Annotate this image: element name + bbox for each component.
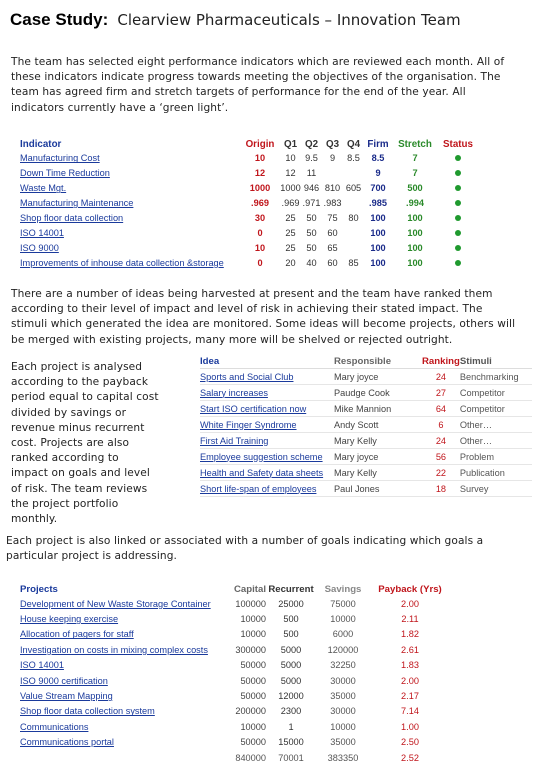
idea-responsible: Paudge Cook [334, 385, 422, 401]
kpi-firm: 100 [370, 257, 386, 268]
kpi-indicator [20, 166, 240, 181]
idea-name [200, 417, 334, 433]
kpi-stretch: 100 [407, 227, 423, 238]
green-light-icon [455, 185, 461, 191]
idea-name-link[interactable]: Sports and Social Club [200, 371, 294, 382]
kpi-row [20, 255, 478, 270]
project-name [20, 611, 224, 626]
project-name-link[interactable]: ISO 14001 [20, 660, 64, 671]
project-payback: 2.50 [401, 737, 419, 748]
goals-paragraph: Each project is also linked or associated with a number of goals indicating which goals a particular project is addressing. [6, 535, 484, 563]
projects-row [20, 596, 450, 611]
kpi-stretch: 100 [407, 242, 423, 253]
project-payback: 1.82 [401, 629, 419, 640]
analysis-paragraph: Each project is analysed according to the payback period equal to capital cost divided by savings or revenue minus recurrent cost. Projects are also ranked according to impact on goals and level of risk. The team reviews the project portfolio monthly. [11, 361, 159, 526]
kpi-q3: 810 [324, 183, 341, 194]
kpi-status [438, 166, 478, 181]
kpi-firm: 9 [375, 168, 381, 179]
project-recurrent: 2300 [280, 706, 302, 717]
project-name [20, 688, 224, 703]
idea-ranking: 6 [422, 417, 460, 433]
idea-name-link[interactable]: Employee suggestion scheme [200, 451, 323, 462]
kpi-stretch: 100 [407, 257, 423, 268]
kpi-q4: 8.5 [347, 153, 360, 164]
projects-header-project: Projects [20, 583, 58, 595]
ideas-header-responsible: Responsible [334, 354, 422, 369]
kpi-origin: 12 [254, 168, 266, 179]
kpi-firm: 700 [370, 183, 386, 194]
kpi-q4: 605 [345, 183, 362, 194]
kpi-q3: .983 [323, 198, 342, 209]
projects-table [20, 582, 450, 765]
project-recurrent: 5000 [280, 644, 302, 655]
total-label [20, 750, 224, 765]
project-payback: 7.14 [401, 706, 419, 717]
kpi-indicator-link[interactable]: Improvements of inhouse data collection &storage [20, 257, 224, 268]
kpi-q2: 946 [303, 183, 320, 194]
project-recurrent: 5000 [280, 660, 302, 671]
kpi-indicator [20, 240, 240, 255]
kpi-table [20, 137, 478, 270]
green-light-icon [455, 155, 461, 161]
ideas-row [200, 385, 532, 401]
project-savings: 75000 [330, 598, 356, 609]
projects-row [20, 658, 450, 673]
kpi-status [438, 151, 478, 166]
kpi-row [20, 166, 478, 181]
idea-stimuli: Publication [460, 465, 532, 481]
idea-name [200, 481, 334, 497]
idea-name [200, 369, 334, 385]
project-savings: 10000 [330, 721, 356, 732]
kpi-q4 [343, 225, 364, 240]
idea-name-link[interactable]: Short life-span of employees [200, 483, 317, 494]
kpi-indicator [20, 225, 240, 240]
ideas-row [200, 481, 532, 497]
kpi-q1: 10 [285, 153, 296, 164]
page-title [10, 10, 530, 30]
project-payback: 1.00 [401, 721, 419, 732]
kpi-header-q2: Q2 [304, 138, 319, 150]
kpi-firm: 100 [370, 242, 386, 253]
green-light-icon [455, 170, 461, 176]
project-capital: 50000 [240, 675, 266, 686]
kpi-row [20, 225, 478, 240]
idea-name-link[interactable]: Health and Safety data sheets [200, 467, 324, 478]
ideas-row [200, 433, 532, 449]
project-payback: 2.00 [401, 598, 419, 609]
projects-row [20, 719, 450, 734]
idea-responsible: Andy Scott [334, 417, 422, 433]
idea-stimuli: Problem [460, 449, 532, 465]
project-recurrent: 15000 [278, 737, 304, 748]
project-name [20, 673, 224, 688]
project-name-link[interactable]: House keeping exercise [20, 614, 119, 625]
kpi-status [438, 211, 478, 226]
project-recurrent: 25000 [278, 598, 304, 609]
kpi-indicator [20, 211, 240, 226]
project-savings: 35000 [330, 737, 356, 748]
ideas-header-stimuli: Stimuli [460, 354, 532, 369]
idea-name [200, 401, 334, 417]
kpi-q2: 11 [306, 168, 317, 179]
idea-stimuli: Other… [460, 417, 532, 433]
idea-stimuli: Other… [460, 433, 532, 449]
kpi-row [20, 181, 478, 196]
project-name [20, 735, 224, 750]
project-recurrent: 5000 [280, 675, 302, 686]
kpi-origin: 10 [254, 153, 266, 164]
idea-ranking: 56 [422, 449, 460, 465]
kpi-header-firm: Firm [367, 138, 389, 150]
projects-row [20, 735, 450, 750]
green-light-icon [455, 230, 461, 236]
kpi-indicator-link[interactable]: Shop floor data collection [20, 213, 124, 223]
project-name-link[interactable]: Value Stream Mapping [20, 691, 113, 702]
idea-name-link[interactable]: White Finger Syndrome [200, 419, 297, 430]
kpi-q2: 9.5 [305, 153, 318, 164]
kpi-header-q1: Q1 [283, 138, 298, 150]
kpi-stretch: .994 [406, 198, 424, 209]
kpi-firm: 100 [370, 213, 386, 223]
ideas-header-idea: Idea [200, 354, 334, 369]
idea-responsible: Mike Mannion [334, 401, 422, 417]
project-savings: 30000 [330, 675, 356, 686]
idea-name [200, 433, 334, 449]
kpi-row [20, 240, 478, 255]
project-payback: 2.00 [401, 675, 419, 686]
kpi-header-row [20, 137, 478, 151]
kpi-header-q3: Q3 [325, 138, 340, 150]
ideas-row [200, 401, 532, 417]
ideas-header-ranking: Ranking [422, 355, 460, 367]
kpi-row [20, 211, 478, 226]
kpi-indicator-link[interactable]: Manufacturing Maintenance [20, 198, 134, 209]
kpi-header-q4: Q4 [346, 138, 361, 150]
projects-row [20, 704, 450, 719]
kpi-q3: 60 [327, 227, 338, 238]
project-capital: 50000 [240, 691, 266, 702]
kpi-indicator [20, 151, 240, 166]
kpi-q3: 60 [327, 257, 338, 268]
kpi-indicator [20, 255, 240, 270]
kpi-q4 [343, 166, 364, 181]
kpi-indicator-link[interactable]: Waste Mgt. [20, 183, 67, 194]
kpi-q4: 85 [348, 257, 359, 268]
project-capital: 200000 [235, 706, 266, 717]
idea-name-link[interactable]: First Aid Training [200, 435, 269, 446]
idea-stimuli: Survey [460, 481, 532, 497]
idea-name [200, 385, 334, 401]
project-name-link[interactable]: ISO 9000 certification [20, 675, 108, 686]
project-payback: 2.11 [401, 614, 419, 625]
kpi-firm: 100 [370, 227, 386, 238]
idea-name [200, 465, 334, 481]
project-savings: 32250 [330, 660, 356, 671]
project-name [20, 596, 224, 611]
projects-header-capital: Capital [234, 583, 266, 595]
kpi-q2: 50 [306, 213, 317, 223]
project-recurrent: 500 [283, 629, 299, 640]
project-capital: 100000 [235, 598, 266, 609]
kpi-q2: 50 [306, 242, 317, 253]
title-text: Clearview Pharmaceuticals – Innovation Team [117, 11, 461, 29]
idea-name-link[interactable]: Start ISO certification now [200, 403, 307, 414]
kpi-q4 [343, 196, 364, 211]
idea-ranking: 24 [422, 369, 460, 385]
kpi-q3: 75 [327, 213, 338, 223]
kpi-origin: .969 [251, 198, 269, 209]
kpi-q1: 25 [285, 227, 296, 238]
kpi-q4: 80 [348, 213, 359, 223]
idea-stimuli: Competitor [460, 401, 532, 417]
kpi-status [438, 196, 478, 211]
kpi-q1: 25 [285, 213, 296, 223]
kpi-status [438, 181, 478, 196]
project-recurrent: 1 [288, 721, 294, 732]
project-name-link[interactable]: Shop floor data collection system [20, 706, 155, 717]
project-name-link[interactable]: Communications portal [20, 737, 114, 748]
projects-total-row [20, 750, 450, 765]
kpi-header-stretch: Stretch [398, 138, 432, 150]
projects-row [20, 611, 450, 626]
kpi-q1: 20 [285, 257, 296, 268]
kpi-q4 [343, 240, 364, 255]
green-light-icon [455, 215, 461, 221]
kpi-q3 [322, 166, 343, 181]
idea-name-link[interactable]: Salary increases [200, 387, 268, 398]
kpi-q1: .969 [281, 198, 300, 209]
kpi-indicator [20, 196, 240, 211]
green-light-icon [455, 260, 461, 266]
projects-row [20, 673, 450, 688]
projects-header-savings: Savings [324, 583, 362, 595]
kpi-stretch: 7 [412, 168, 418, 179]
kpi-origin: 30 [254, 213, 266, 223]
idea-stimuli: Competitor [460, 385, 532, 401]
kpi-indicator-link[interactable]: ISO 9000 [20, 242, 59, 253]
idea-ranking: 24 [422, 433, 460, 449]
total-payback: 2.52 [401, 752, 419, 763]
ideas-table [200, 354, 532, 497]
ideas-row [200, 417, 532, 433]
idea-responsible: Mary Kelly [334, 465, 422, 481]
kpi-origin: 0 [257, 257, 263, 268]
kpi-q2: 40 [306, 257, 317, 268]
ideas-row [200, 449, 532, 465]
idea-ranking: 27 [422, 385, 460, 401]
kpi-stretch: 500 [407, 183, 423, 194]
projects-header-payback: Payback (Yrs) [378, 583, 442, 595]
ideas-row [200, 369, 532, 385]
ideas-row [200, 465, 532, 481]
kpi-row [20, 196, 478, 211]
kpi-header-status: Status [443, 138, 473, 150]
green-light-icon [455, 245, 461, 251]
idea-stimuli: Benchmarking [460, 369, 532, 385]
kpi-stretch: 100 [407, 213, 423, 223]
project-savings: 10000 [330, 614, 356, 625]
project-capital: 50000 [240, 660, 266, 671]
idea-responsible: Mary joyce [334, 369, 422, 385]
idea-name [200, 449, 334, 465]
kpi-indicator-link[interactable]: Manufacturing Cost [20, 153, 100, 164]
project-savings: 30000 [330, 706, 356, 717]
idea-ranking: 18 [422, 481, 460, 497]
projects-header-row [20, 582, 450, 596]
kpi-row [20, 151, 478, 166]
kpi-origin: 10 [254, 242, 266, 253]
kpi-header-indicator: Indicator [20, 138, 62, 150]
kpi-q1: 25 [285, 242, 296, 253]
ideas-header-row [200, 354, 532, 369]
idea-ranking: 64 [422, 401, 460, 417]
project-capital: 10000 [240, 721, 266, 732]
project-name [20, 704, 224, 719]
project-savings: 120000 [327, 644, 359, 655]
project-name-link[interactable]: Allocation of pagers for staff [20, 629, 134, 640]
projects-row [20, 627, 450, 642]
projects-header-recurrent: Recurrent [268, 583, 314, 595]
kpi-status [438, 225, 478, 240]
kpi-q2: .971 [302, 198, 321, 209]
project-name-link[interactable]: Communications [20, 721, 89, 732]
kpi-indicator-link[interactable]: Down Time Reduction [20, 168, 110, 179]
idea-ranking: 22 [422, 465, 460, 481]
ideas-paragraph: There are a number of ideas being harvested at present and the team have ranked them according to their level of impact and level of risk in achieving their stated impact. The stimuli which generated the idea are monitored. Some ideas will become projects, others will be merged with existing projects, many more will be shelved or rejected outright. [11, 288, 516, 346]
idea-responsible: Paul Jones [334, 481, 422, 497]
project-capital: 10000 [240, 614, 266, 625]
kpi-firm: .985 [369, 198, 387, 209]
kpi-origin: 1000 [249, 183, 271, 194]
project-name-link[interactable]: Investigation on costs in mixing complex costs [20, 644, 208, 655]
project-name [20, 658, 224, 673]
project-name [20, 642, 224, 657]
project-recurrent: 12000 [278, 691, 304, 702]
project-name [20, 627, 224, 642]
project-capital: 300000 [235, 644, 266, 655]
total-recurrent: 70001 [278, 752, 304, 763]
total-capital: 840000 [235, 752, 266, 763]
intro-paragraph: The team has selected eight performance indicators which are reviewed each month. All of these indicators indicate progress towards meeting the objectives of the organisation. The team has agreed firm and stretch targets of performance for the end of the year. All indicators currently have a ‘green light’. [11, 56, 505, 114]
project-savings: 6000 [332, 629, 354, 640]
kpi-q1: 1000 [280, 183, 301, 194]
kpi-q3: 65 [327, 242, 338, 253]
project-capital: 50000 [240, 737, 266, 748]
project-name [20, 719, 224, 734]
project-recurrent: 500 [283, 614, 299, 625]
idea-responsible: Mary joyce [334, 449, 422, 465]
idea-responsible: Mary Kelly [334, 433, 422, 449]
kpi-q3: 9 [329, 153, 336, 164]
total-savings: 383350 [327, 752, 359, 763]
project-payback: 2.61 [401, 644, 419, 655]
kpi-q1: 12 [285, 168, 296, 179]
project-capital: 10000 [240, 629, 266, 640]
kpi-stretch: 7 [412, 153, 418, 164]
projects-row [20, 688, 450, 703]
project-payback: 1.83 [401, 660, 419, 671]
kpi-header-origin: Origin [245, 138, 275, 150]
title-label: Case Study: [10, 10, 109, 29]
kpi-status [438, 255, 478, 270]
project-savings: 35000 [330, 691, 356, 702]
kpi-indicator [20, 181, 240, 196]
kpi-status [438, 240, 478, 255]
projects-row [20, 642, 450, 657]
project-payback: 2.17 [401, 691, 419, 702]
kpi-firm: 8.5 [371, 153, 385, 164]
kpi-origin: 0 [257, 227, 263, 238]
kpi-indicator-link[interactable]: ISO 14001 [20, 227, 64, 238]
kpi-q2: 50 [306, 227, 317, 238]
green-light-icon [455, 200, 461, 206]
project-name-link[interactable]: Development of New Waste Storage Container [20, 598, 211, 609]
